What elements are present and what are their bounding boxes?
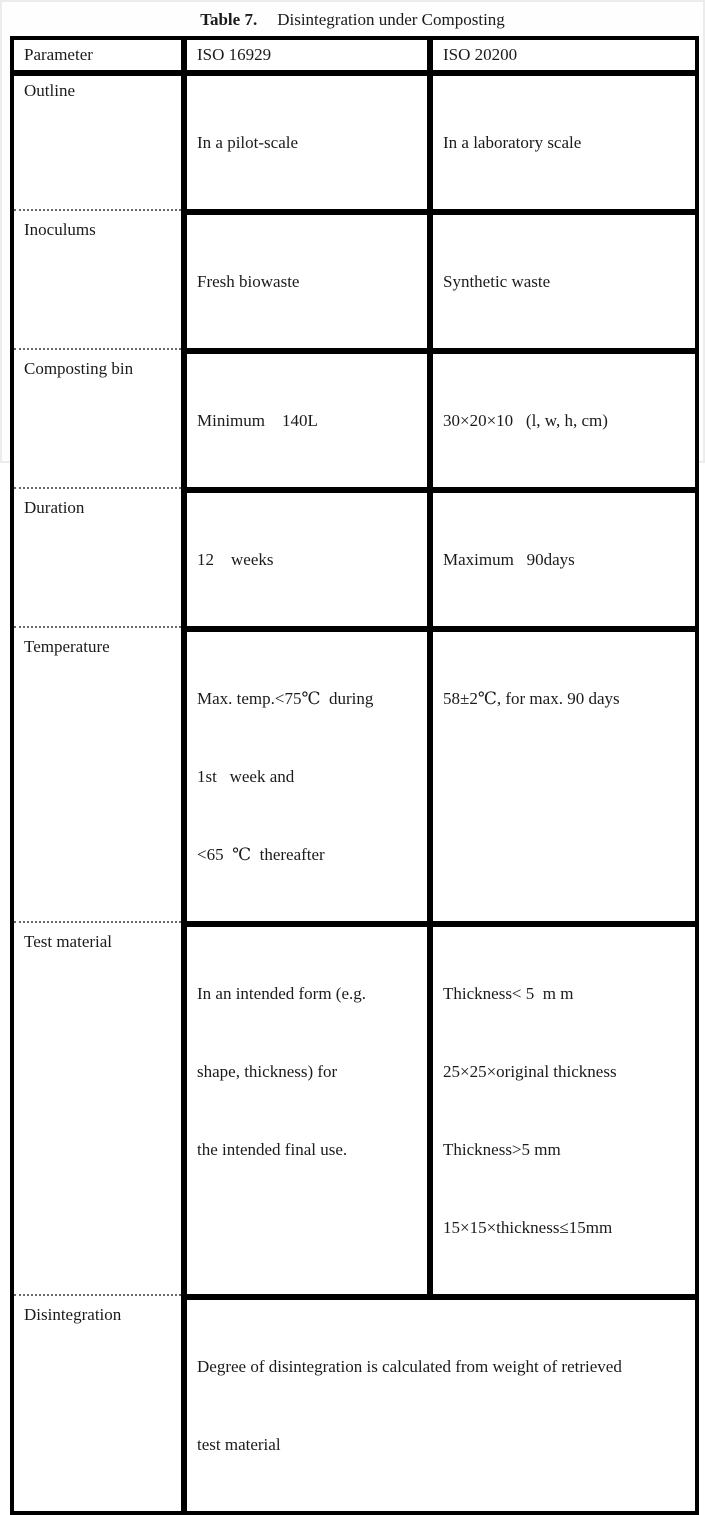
cell-line: <65 ℃ thereafter bbox=[197, 845, 325, 864]
iso16929-cell bbox=[181, 626, 427, 921]
cell-line: In an intended form (e.g. bbox=[197, 984, 366, 1003]
iso16929-cell bbox=[181, 348, 427, 487]
table-row-outline bbox=[14, 70, 695, 209]
cell-line: the intended final use. bbox=[197, 1140, 348, 1159]
table-caption-label: Table 7. bbox=[200, 10, 258, 29]
header-cell-iso16929: ISO 16929 bbox=[181, 40, 427, 70]
iso20200-cell bbox=[427, 209, 695, 348]
param-cell: Duration bbox=[14, 487, 181, 626]
header-row bbox=[14, 40, 695, 70]
cell-line: Thickness< 5 m m bbox=[443, 984, 574, 1003]
cell-line: Fresh biowaste bbox=[197, 272, 300, 291]
cell-line: shape, thickness) for bbox=[197, 1062, 338, 1081]
iso20200-cell bbox=[427, 626, 695, 921]
iso16929-cell bbox=[181, 921, 427, 1294]
cell-line: Maximum 90days bbox=[443, 550, 575, 569]
iso20200-cell bbox=[427, 487, 695, 626]
merged-value-cell bbox=[181, 1294, 695, 1511]
cell-line: 30×20×10 (l, w, h, cm) bbox=[443, 411, 608, 430]
param-cell: Outline bbox=[14, 70, 181, 209]
header-cell-parameter: Parameter bbox=[24, 45, 93, 64]
iso16929-cell bbox=[181, 487, 427, 626]
cell-line: 15×15×thickness≤15mm bbox=[443, 1218, 613, 1237]
param-cell: Temperature bbox=[14, 626, 181, 921]
param-cell: Inoculums bbox=[14, 209, 181, 348]
header-cell-iso20200: ISO 20200 bbox=[427, 40, 695, 70]
cell-line: 25×25×original thickness bbox=[443, 1062, 617, 1081]
cell-line: Minimum 140L bbox=[197, 411, 318, 430]
table-caption bbox=[2, 9, 703, 31]
param-cell: Composting bin bbox=[14, 348, 181, 487]
table-row-disintegration bbox=[14, 1294, 695, 1511]
cell-line: 12 weeks bbox=[197, 550, 274, 569]
iso16929-cell bbox=[181, 70, 427, 209]
param-cell: Disintegration bbox=[14, 1294, 181, 1511]
cell-line: 58±2℃, for max. 90 days bbox=[443, 689, 620, 708]
iso20200-cell bbox=[427, 348, 695, 487]
composting-table bbox=[10, 36, 699, 1515]
cell-line: Thickness>5 mm bbox=[443, 1140, 561, 1159]
table-row-duration bbox=[14, 487, 695, 626]
cell-line: Synthetic waste bbox=[443, 272, 551, 291]
cell-line: In a laboratory scale bbox=[443, 133, 582, 152]
cell-line: 1st week and bbox=[197, 767, 295, 786]
param-cell: Test material bbox=[14, 921, 181, 1294]
iso20200-cell bbox=[427, 921, 695, 1294]
table-row-test-material bbox=[14, 921, 695, 1294]
iso16929-cell bbox=[181, 209, 427, 348]
table-row-inoculums bbox=[14, 209, 695, 348]
iso20200-cell bbox=[427, 70, 695, 209]
cell-line: Degree of disintegration is calculated from weight of retrieved bbox=[197, 1357, 622, 1376]
table-row-temperature bbox=[14, 626, 695, 921]
table-caption-text: Disintegration under Composting bbox=[277, 10, 505, 29]
cell-line: test material bbox=[197, 1435, 281, 1454]
cell-line: In a pilot-scale bbox=[197, 133, 299, 152]
cell-line: Max. temp.<75℃ during bbox=[197, 689, 374, 708]
table-row-composting-bin bbox=[14, 348, 695, 487]
